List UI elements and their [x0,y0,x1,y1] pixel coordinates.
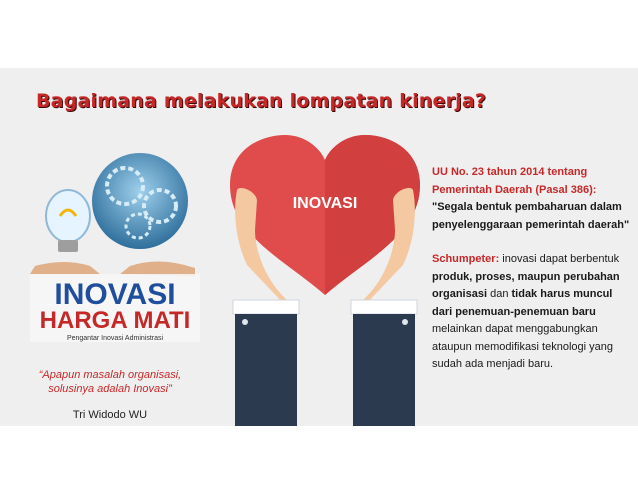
inovasi-logo [30,146,200,346]
schumpeter-definition: Schumpeter: inovasi dapat berbentuk produk, proses, maupun perubahan organisasi dan tidak harus muncul dari penemuan-penemuan baru melainkan dapat menggabungkan ataupun memodifikasi teknologi yang sudah ada menjadi baru. [432,253,620,370]
logo-word-inovasi: INOVASI [54,278,176,311]
gears-icon [92,153,188,249]
left-hand-icon [30,262,100,274]
light-bulb-icon [46,190,90,252]
logo-subtitle: Pengantar Inovasi Administrasi [66,335,164,342]
right-hand-icon [120,261,195,276]
logo-word-harga-mati: HARGA MATI [39,307,191,334]
quote-author: Tri Widodo WU [72,409,148,421]
heart-label: INOVASI [292,195,358,212]
definitions-panel [432,164,632,374]
left-sleeve [235,314,297,426]
slide-title: Bagaimana melakukan lompatan kinerja? [36,90,487,112]
heart-hands-illustration [225,130,425,426]
quote-text: “Apapun masalah organisasi, solusinya adalah Inovasi” [38,369,182,395]
law-quote: "Segala bentuk pembaharuan dalam penyelenggaraan pemerintah daerah" [432,201,630,231]
right-sleeve [353,314,415,426]
law-reference: UU No. 23 tahun 2014 tentang Pemerintah Daerah (Pasal 386): [432,166,597,196]
